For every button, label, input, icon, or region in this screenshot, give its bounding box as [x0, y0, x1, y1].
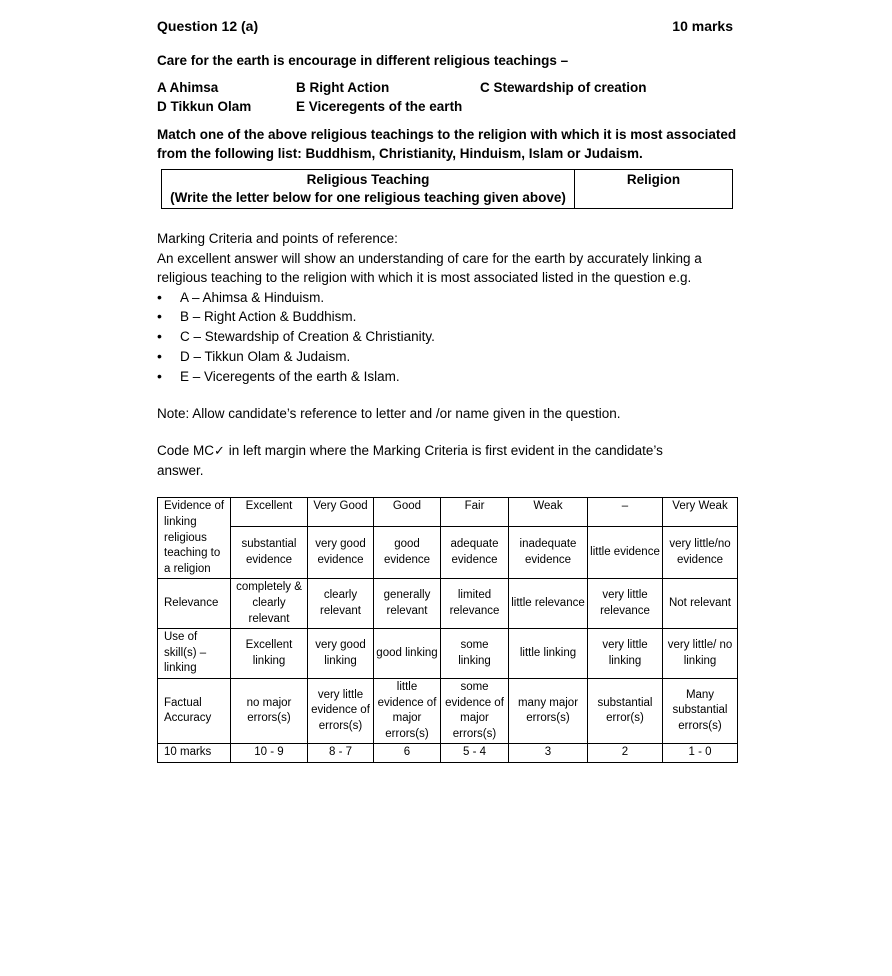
grid-header-row — [158, 498, 738, 527]
code-line-2: answer. — [157, 463, 204, 479]
grid-row-label: Factual Accuracy — [158, 679, 231, 744]
question-title: Question 12 (a) — [157, 18, 259, 34]
grid-cell: good linking — [374, 629, 441, 679]
marking-document — [157, 14, 737, 763]
grid-header-cell: Weak — [509, 498, 588, 527]
grid-cell: good evidence — [374, 527, 441, 579]
grid-cell: limited relevance — [441, 579, 509, 629]
grid-cell: generally relevant — [374, 579, 441, 629]
criteria-heading: Marking Criteria and points of reference: — [157, 231, 398, 246]
grid-cell: clearly relevant — [308, 579, 374, 629]
match-instruction — [157, 125, 737, 163]
grid-cell: inadequate evidence — [509, 527, 588, 579]
grid-header-cell: Good — [374, 498, 441, 527]
grid-mark-cell: 6 — [374, 744, 441, 763]
grid-row-label: Use of skill(s) – linking — [158, 629, 231, 679]
grid-cell: little linking — [509, 629, 588, 679]
grid-cell: some evidence of major errors(s) — [441, 679, 509, 744]
bullet-item: • A – Ahimsa & Hinduism. — [157, 288, 737, 308]
grid-cell: very little linking — [588, 629, 663, 679]
criteria-bullets — [157, 288, 737, 387]
question-intro: Care for the earth is encourage in different religious teachings – — [157, 53, 569, 68]
bullet-item: • B – Right Action & Buddhism. — [157, 307, 737, 327]
grid-header-cell: – — [588, 498, 663, 527]
option-a: A Ahimsa — [157, 80, 219, 95]
grid-mark-cell: 5 - 4 — [441, 744, 509, 763]
grid-mark-cell: 2 — [588, 744, 663, 763]
grid-cell: many major errors(s) — [509, 679, 588, 744]
grid-cell: very little relevance — [588, 579, 663, 629]
grid-row-label: Evidence of linking religious teaching to a religion — [158, 498, 231, 579]
question-marks: 10 marks — [672, 18, 733, 34]
grid-cell: very little/no evidence — [663, 527, 738, 579]
grid-mark-cell: 1 - 0 — [663, 744, 738, 763]
match-line-2: from the following list: Buddhism, Christianity, Hinduism, Islam or Judaism. — [157, 146, 643, 161]
teaching-options — [157, 78, 737, 116]
grid-cell: Many substantial errors(s) — [663, 679, 738, 744]
answer-table — [161, 169, 733, 209]
grid-cell: Excellent linking — [231, 629, 308, 679]
grid-row-marks — [158, 744, 738, 763]
bullet-item: • E – Viceregents of the earth & Islam. — [157, 367, 737, 387]
criteria-line-1: An excellent answer will show an understanding of care for the earth by accurately linking a — [157, 250, 702, 266]
grid-cell: very good linking — [308, 629, 374, 679]
tick-icon: ✓ — [214, 444, 225, 460]
grid-cell: completely & clearly relevant — [231, 579, 308, 629]
grid-cell: little relevance — [509, 579, 588, 629]
grid-header-cell: Excellent — [231, 498, 308, 527]
question-header — [157, 14, 737, 38]
answer-table-religion-header: Religion — [575, 170, 733, 209]
option-b: B Right Action — [296, 80, 390, 95]
grid-cell: adequate evidence — [441, 527, 509, 579]
answer-table-teaching-header: Religious Teaching (Write the letter below for one religious teaching given above) — [162, 170, 575, 209]
grid-mark-cell: 3 — [509, 744, 588, 763]
grid-cell: very little evidence of errors(s) — [308, 679, 374, 744]
grid-cell: Not relevant — [663, 579, 738, 629]
option-d: D Tikkun Olam — [157, 99, 252, 114]
grid-cell: very little/ no linking — [663, 629, 738, 679]
grid-row-label: Relevance — [158, 579, 231, 629]
grid-mark-cell: 8 - 7 — [308, 744, 374, 763]
grid-header-cell: Very Good — [308, 498, 374, 527]
code-line-1: in left margin where the Marking Criteria is first evident in the candidate’s — [224, 443, 663, 459]
grid-header-cell: Fair — [441, 498, 509, 527]
grid-cell: little evidence of major errors(s) — [374, 679, 441, 744]
grid-row-accuracy — [158, 679, 738, 744]
code-instruction — [157, 441, 737, 480]
marking-criteria — [157, 229, 737, 386]
grid-row-evidence — [158, 527, 738, 579]
bullet-item: • D – Tikkun Olam & Judaism. — [157, 347, 737, 367]
grid-cell: substantial error(s) — [588, 679, 663, 744]
criteria-line-2: religious teaching to the religion with which it is most associated listed in the question e.g. — [157, 270, 692, 285]
grid-cell: very good evidence — [308, 527, 374, 579]
grid-cell: substantial evidence — [231, 527, 308, 579]
marking-grid — [157, 497, 738, 763]
grid-cell: no major errors(s) — [231, 679, 308, 744]
match-line-1: Match one of the above religious teachings to the religion with which it is most associated — [157, 127, 737, 142]
grid-row-relevance — [158, 579, 738, 629]
note: Note: Allow candidate’s reference to letter and /or name given in the question. — [157, 406, 621, 422]
grid-row-label: 10 marks — [158, 744, 231, 763]
option-e: E Viceregents of the earth — [296, 99, 463, 114]
grid-row-skills — [158, 629, 738, 679]
grid-header-cell: Very Weak — [663, 498, 738, 527]
grid-cell: some linking — [441, 629, 509, 679]
grid-cell: little evidence — [588, 527, 663, 579]
code-prefix: Code MC — [157, 443, 215, 459]
grid-mark-cell: 10 - 9 — [231, 744, 308, 763]
option-c: C Stewardship of creation — [480, 80, 647, 95]
bullet-item: • C – Stewardship of Creation & Christianity. — [157, 327, 737, 347]
